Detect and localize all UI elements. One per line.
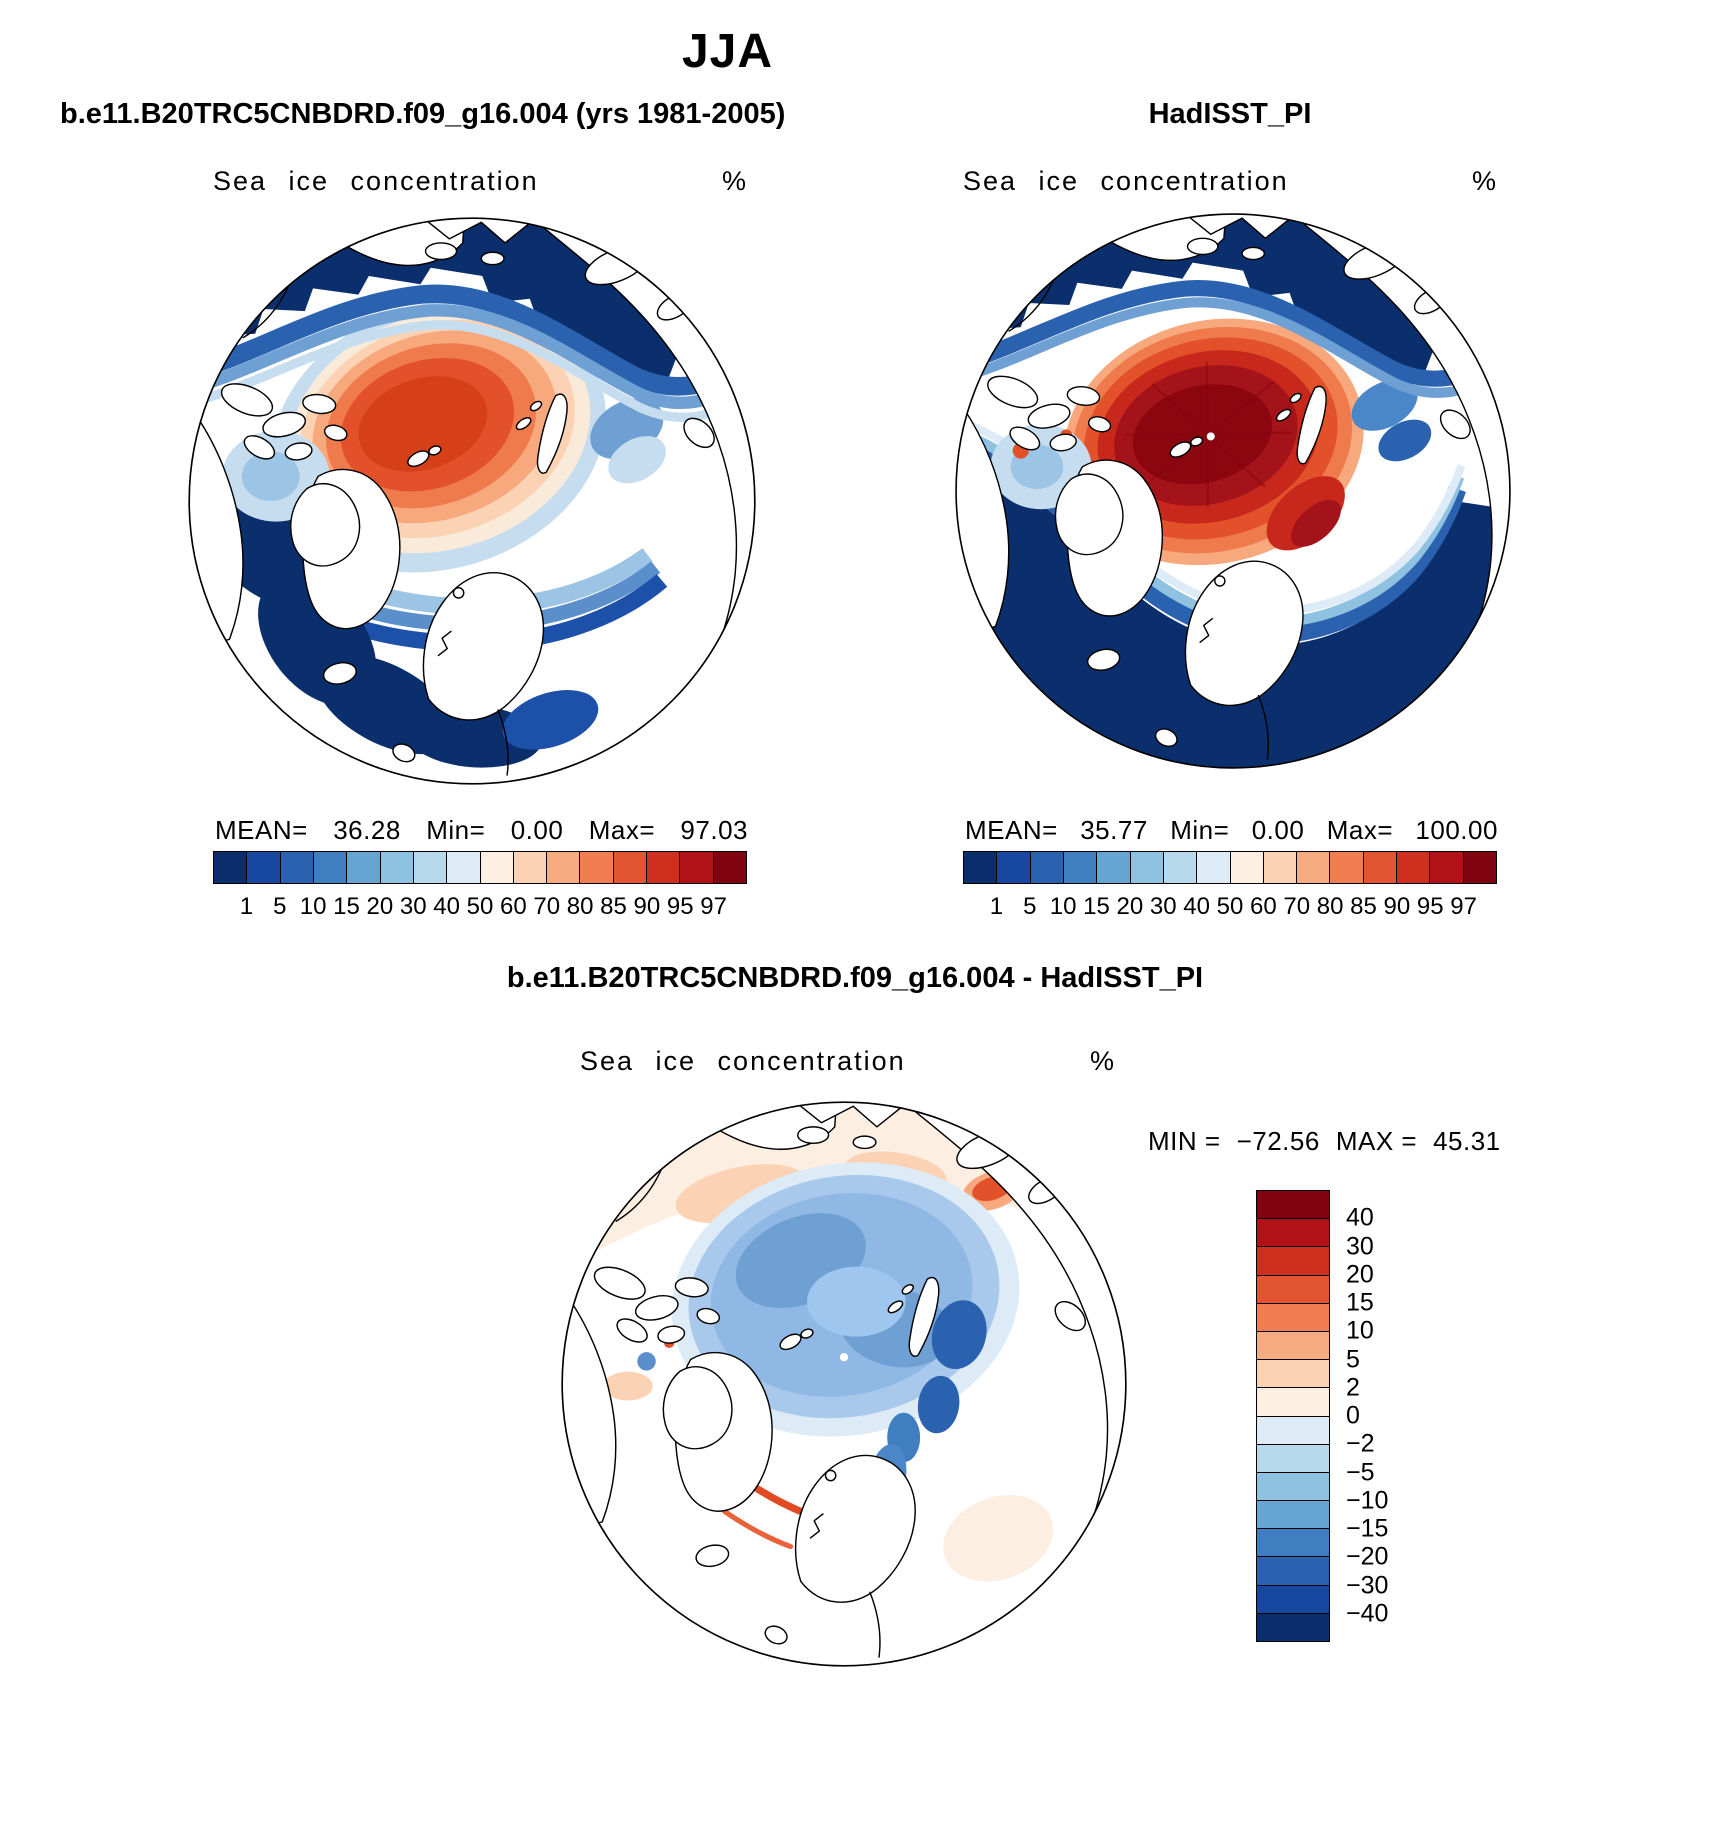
colorbar-segment [964, 852, 996, 883]
colorbar-segment [1363, 852, 1396, 883]
tick-label: 50 [1216, 893, 1244, 920]
colorbar-segment [1257, 1191, 1329, 1218]
tick-label: 60 [500, 893, 527, 920]
colorbar-segment [480, 852, 513, 883]
tick-label: 60 [1250, 893, 1277, 920]
colorbar-segment [1257, 1556, 1329, 1584]
colorbar-segment [1257, 1528, 1329, 1556]
colorbar-segment [996, 852, 1029, 883]
tick-label: 80 [566, 893, 594, 920]
tick-label: −40 [1346, 1599, 1389, 1628]
tick-label: 15 [333, 893, 360, 920]
tick-label: 97 [1450, 893, 1477, 920]
colorbar-segment [446, 852, 479, 883]
min-label: Min= [1170, 815, 1230, 845]
tick-label: 5 [1023, 893, 1037, 920]
tick-label: −5 [1346, 1458, 1375, 1486]
colorbar-segment [1429, 852, 1462, 883]
mean-value: 35.77 [1080, 815, 1148, 845]
colorbar-segment [1196, 852, 1229, 883]
tick-label: 90 [1383, 893, 1411, 920]
colorbar-segment [1257, 1416, 1329, 1444]
tick-label: 97 [700, 893, 727, 920]
diff-minmax [1148, 1126, 1501, 1157]
colorbar-segment [1257, 1359, 1329, 1387]
colorbar-segment [1163, 852, 1196, 883]
tick-label: 1 [239, 893, 254, 920]
min-value: −72.56 [1236, 1126, 1320, 1156]
max-value: 100.00 [1415, 815, 1498, 845]
tick-label: 70 [533, 893, 561, 920]
tick-label: 1 [989, 893, 1004, 920]
colorbar-segment [313, 852, 346, 883]
colorbar-segment [1257, 1444, 1329, 1472]
tick-label: 20 [1116, 893, 1144, 920]
diff-field-label: Sea ice concentration [580, 1046, 906, 1076]
model-stats [215, 815, 748, 846]
tick-label: 5 [1346, 1345, 1360, 1373]
tick-label: 2 [1346, 1373, 1360, 1402]
max-label: MAX = [1335, 1126, 1418, 1156]
colorbar-segment [346, 852, 379, 883]
colorbar-segment [1257, 1500, 1329, 1528]
colorbar-segment [1257, 1303, 1329, 1331]
tick-label: 85 [600, 893, 627, 920]
tick-label: 40 [1346, 1203, 1374, 1232]
colorbar-segment [1257, 1246, 1329, 1274]
model-units-label: % [722, 166, 747, 196]
max-value: 45.31 [1433, 1126, 1501, 1156]
min-value: 0.00 [1251, 815, 1305, 845]
tick-label: 40 [433, 893, 460, 920]
colorbar-segment [413, 852, 446, 883]
colorbar-segment [1329, 852, 1362, 883]
season-title: JJA [681, 25, 774, 78]
colorbar-segment [1463, 852, 1496, 883]
tick-label: 40 [1183, 893, 1210, 920]
tick-label: 20 [1346, 1260, 1374, 1289]
model-colorbar-ticks [213, 893, 747, 921]
min-label: MIN = [1148, 1126, 1221, 1156]
diff-map [556, 1096, 1132, 1672]
diff-colorbar-ticks [1346, 1190, 1436, 1642]
colorbar-segment [214, 852, 246, 883]
colorbar-segment [1396, 852, 1429, 883]
obs-units-label: % [1472, 166, 1497, 196]
tick-label: −10 [1346, 1486, 1389, 1515]
colorbar-segment [613, 852, 646, 883]
tick-label: 20 [366, 893, 394, 920]
colorbar-segment [1096, 852, 1129, 883]
tick-label: −20 [1346, 1542, 1389, 1571]
diff-units-label: % [1090, 1046, 1115, 1076]
colorbar-segment [713, 852, 746, 883]
colorbar-segment [1230, 852, 1263, 883]
colorbar-segment [1257, 1613, 1329, 1641]
colorbar-segment [646, 852, 679, 883]
mean-label: MEAN= [215, 815, 308, 845]
colorbar-segment [1030, 852, 1063, 883]
tick-label: 85 [1350, 893, 1377, 920]
tick-label: 10 [1346, 1316, 1374, 1345]
colorbar-segment [1257, 1275, 1329, 1303]
max-value: 97.03 [680, 815, 748, 845]
colorbar-segment [513, 852, 546, 883]
tick-label: −30 [1346, 1571, 1389, 1599]
diff-panel-title: b.e11.B20TRC5CNBDRD.f09_g16.004 - HadISST_PI [506, 962, 1204, 994]
max-label: Max= [588, 815, 656, 845]
colorbar-segment [280, 852, 313, 883]
tick-label: 80 [1316, 893, 1344, 920]
tick-label: 90 [633, 893, 661, 920]
colorbar-segment [1263, 852, 1296, 883]
obs-map [950, 208, 1516, 774]
colorbar-segment [1257, 1585, 1329, 1613]
diff-colorbar [1256, 1190, 1330, 1642]
colorbar-segment [1257, 1331, 1329, 1359]
tick-label: 70 [1283, 893, 1311, 920]
mean-label: MEAN= [965, 815, 1058, 845]
tick-label: 0 [1346, 1401, 1360, 1430]
tick-label: 30 [1149, 893, 1177, 920]
obs-panel-title: HadISST_PI [1148, 98, 1312, 130]
tick-label: 15 [1083, 893, 1110, 920]
colorbar-segment [546, 852, 579, 883]
colorbar-segment [579, 852, 612, 883]
colorbar-segment [679, 852, 712, 883]
colorbar-segment [1257, 1387, 1329, 1415]
obs-field-label: Sea ice concentration [963, 166, 1289, 196]
tick-label: −2 [1346, 1429, 1375, 1458]
tick-label: 95 [666, 893, 694, 920]
colorbar-segment [380, 852, 413, 883]
colorbar-segment [1130, 852, 1163, 883]
max-label: Max= [1326, 815, 1394, 845]
model-colorbar [213, 851, 747, 884]
colorbar-segment [1257, 1218, 1329, 1246]
tick-label: 95 [1416, 893, 1444, 920]
colorbar-segment [246, 852, 279, 883]
tick-label: 30 [1346, 1232, 1374, 1260]
obs-colorbar [963, 851, 1497, 884]
model-field-label: Sea ice concentration [213, 166, 539, 196]
tick-label: 10 [299, 893, 327, 920]
tick-label: −15 [1346, 1514, 1389, 1543]
tick-label: 30 [399, 893, 427, 920]
mean-value: 36.28 [333, 815, 401, 845]
min-value: 0.00 [510, 815, 564, 845]
colorbar-segment [1063, 852, 1096, 883]
tick-label: 50 [466, 893, 494, 920]
obs-stats [965, 815, 1498, 846]
tick-label: 10 [1049, 893, 1077, 920]
colorbar-segment [1296, 852, 1329, 883]
tick-label: 15 [1346, 1288, 1374, 1317]
min-label: Min= [426, 815, 486, 845]
colorbar-segment [1257, 1472, 1329, 1500]
tick-label: 5 [273, 893, 287, 920]
obs-colorbar-ticks [963, 893, 1497, 921]
model-map [183, 212, 761, 790]
model-panel-title: b.e11.B20TRC5CNBDRD.f09_g16.004 (yrs 1981-2005) [60, 98, 786, 130]
